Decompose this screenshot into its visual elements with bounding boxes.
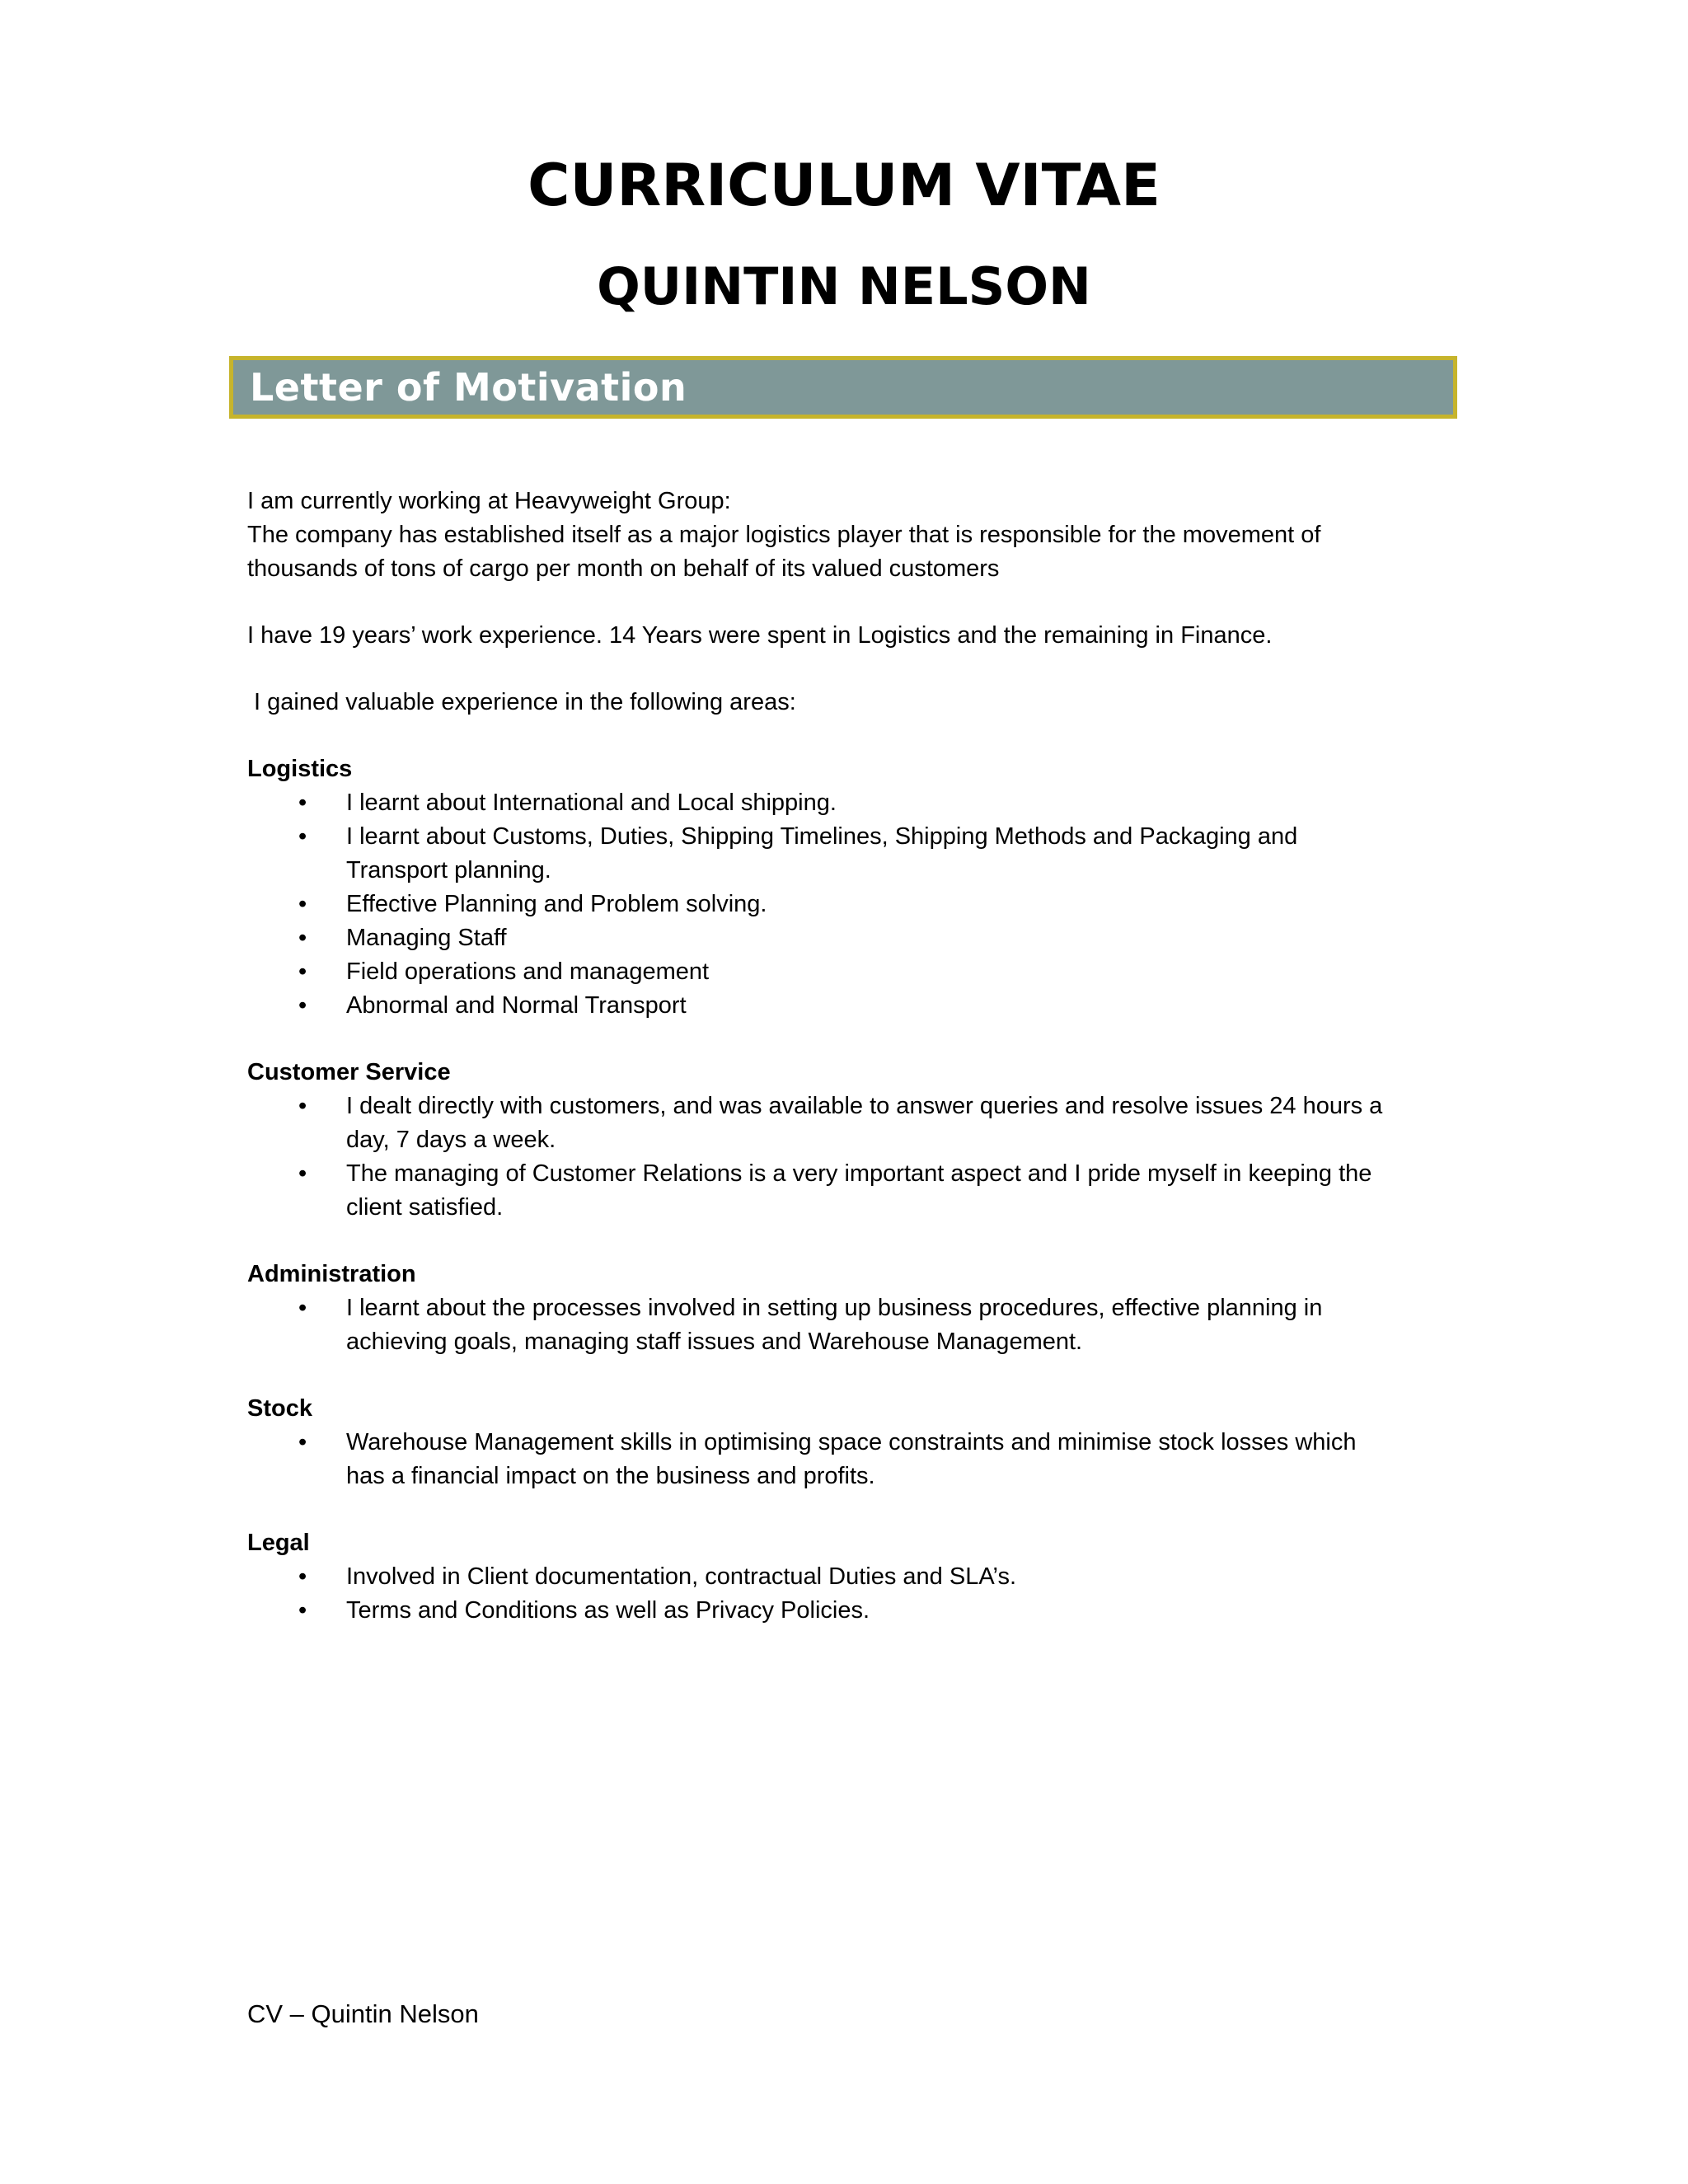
bullet-icon: • (298, 958, 307, 985)
bullet-icon: • (298, 1093, 307, 1119)
list-item-line: I dealt directly with customers, and was available to answer queries and resolve issues 24 hours a (346, 1093, 1383, 1119)
list-item (247, 786, 1451, 820)
list-item (247, 1594, 1451, 1628)
intro-line: The company has established itself as a major logistics player that is responsible for the movement of (247, 522, 1321, 548)
list-item (247, 1426, 1451, 1493)
bullet-icon: • (298, 1563, 307, 1590)
list-item (247, 955, 1451, 989)
list-item (247, 1560, 1451, 1594)
list-item-line: achieving goals, managing staff issues and Warehouse Management. (346, 1329, 1083, 1355)
bullet-icon: • (298, 1160, 307, 1187)
section-title: Letter of Motivation (250, 365, 687, 410)
experience-summary: I have 19 years’ work experience. 14 Years were spent in Logistics and the remaining in Finance. (247, 622, 1273, 649)
section-heading: Administration (247, 1261, 416, 1287)
candidate-name: QUINTIN NELSON (597, 256, 1091, 316)
list-item-line: Warehouse Management skills in optimising space constraints and minimise stock losses which (346, 1429, 1357, 1455)
list-item (247, 888, 1451, 921)
list-item (247, 921, 1451, 955)
list-item-line: Involved in Client documentation, contractual Duties and SLA’s. (346, 1563, 1017, 1590)
list-item-line: client satisfied. (346, 1194, 504, 1221)
list-item (247, 1090, 1451, 1157)
bullet-list (247, 1291, 1451, 1359)
list-item-line: I learnt about International and Local shipping. (346, 790, 837, 816)
section-heading: Stock (247, 1395, 312, 1422)
bullet-list (247, 786, 1451, 1023)
list-item (247, 1157, 1451, 1225)
bullet-list (247, 1560, 1451, 1628)
list-item-line: Field operations and management (346, 958, 710, 985)
section-banner (229, 356, 1457, 419)
list-item-line: day, 7 days a week. (346, 1127, 556, 1153)
bullet-icon: • (298, 1295, 307, 1321)
list-item-line: I learnt about Customs, Duties, Shipping Timelines, Shipping Methods and Packaging and (346, 823, 1298, 850)
intro-line: I am currently working at Heavyweight Group: (247, 488, 731, 514)
list-item-line: Effective Planning and Problem solving. (346, 891, 767, 917)
bullet-icon: • (298, 823, 307, 850)
section-heading: Legal (247, 1530, 310, 1556)
list-item-line: The managing of Customer Relations is a very important aspect and I pride myself in keeping the (346, 1160, 1372, 1187)
letter-body (247, 485, 1451, 1628)
page-footer: CV – Quintin Nelson (247, 1999, 479, 2028)
intro-line: thousands of tons of cargo per month on behalf of its valued customers (247, 555, 1000, 582)
document-title: CURRICULUM VITAE (528, 152, 1160, 219)
bullet-icon: • (298, 1597, 307, 1624)
bullet-icon: • (298, 1429, 307, 1455)
list-item-line: I learnt about the processes involved in setting up business procedures, effective planning in (346, 1295, 1323, 1321)
list-item (247, 820, 1451, 888)
bullet-list (247, 1090, 1451, 1225)
list-item-line: Abnormal and Normal Transport (346, 992, 687, 1019)
section-heading: Logistics (247, 756, 353, 782)
section-heading: Customer Service (247, 1059, 451, 1085)
bullet-icon: • (298, 992, 307, 1019)
list-item-line: Managing Staff (346, 925, 507, 951)
areas-intro: I gained valuable experience in the following areas: (254, 689, 796, 715)
list-item-line: Terms and Conditions as well as Privacy Policies. (346, 1597, 870, 1624)
bullet-icon: • (298, 891, 307, 917)
list-item-line: has a financial impact on the business and profits. (346, 1463, 875, 1489)
list-item (247, 989, 1451, 1023)
bullet-icon: • (298, 925, 307, 951)
experience-sections (247, 752, 1451, 1628)
bullet-list (247, 1426, 1451, 1493)
list-item-line: Transport planning. (346, 857, 551, 883)
list-item (247, 1291, 1451, 1359)
bullet-icon: • (298, 790, 307, 816)
